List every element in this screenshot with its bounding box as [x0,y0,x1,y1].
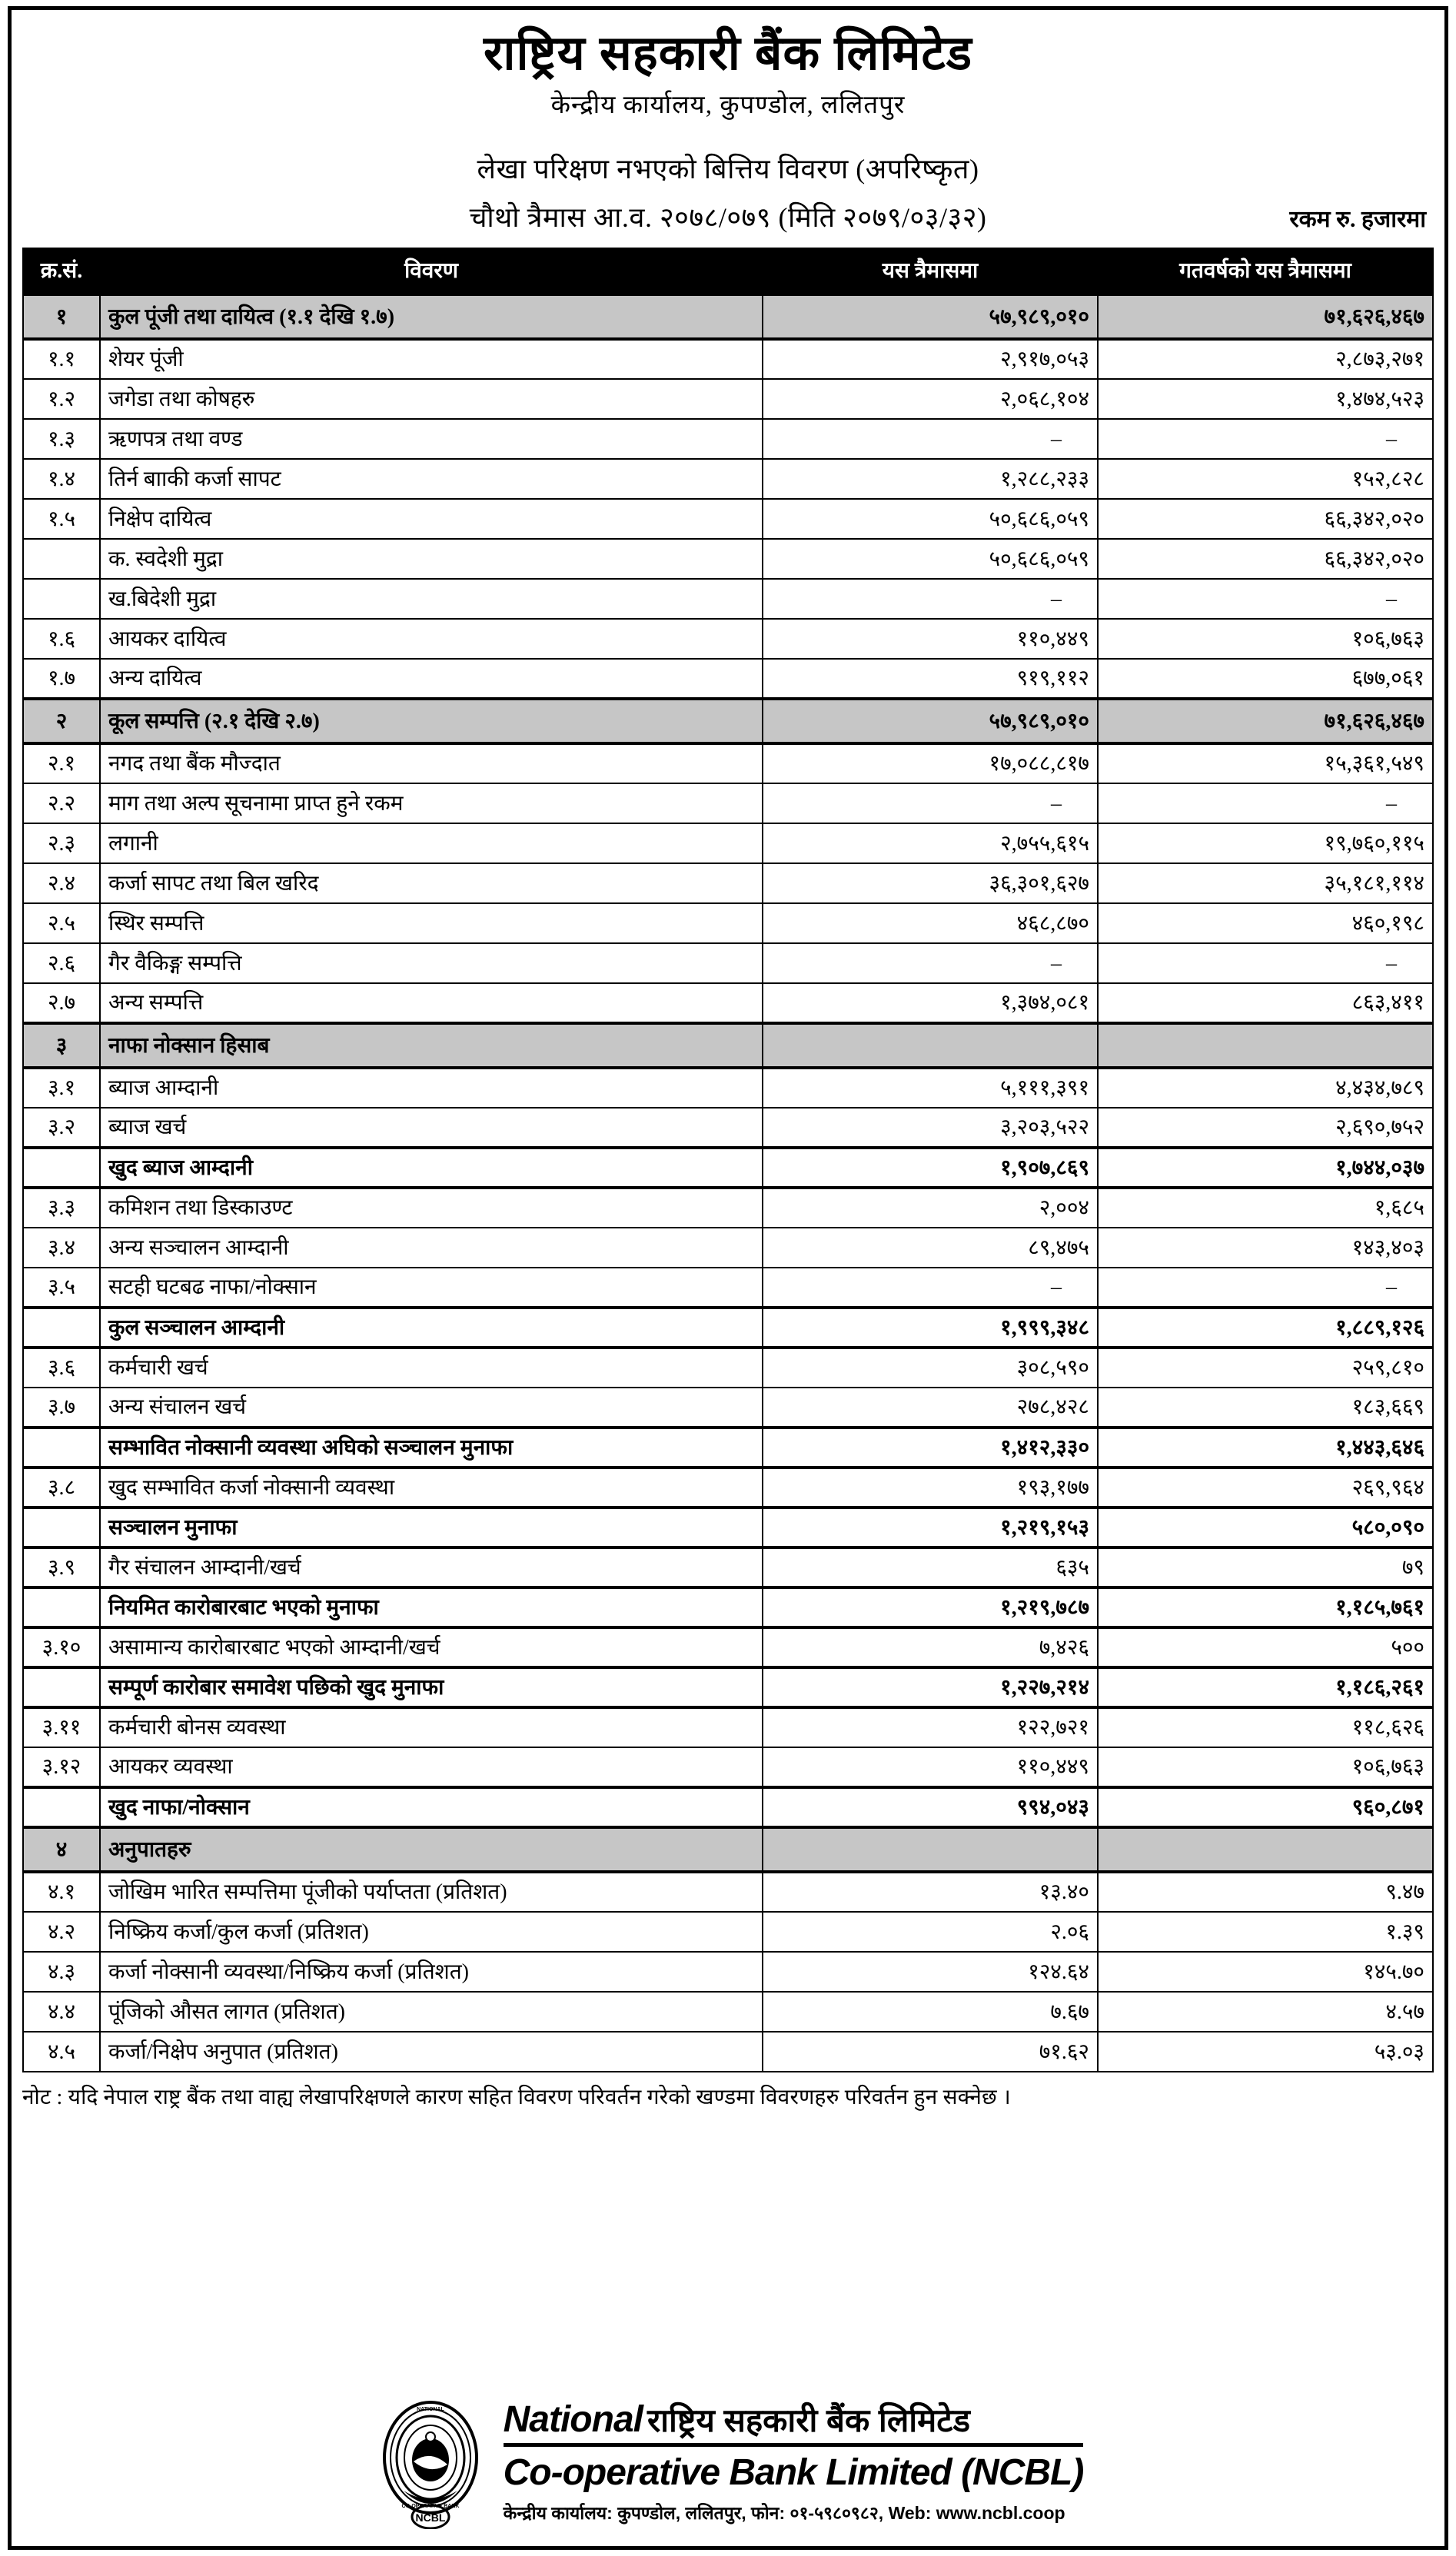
cell-sn [23,579,100,619]
cell-previous-year-quarter: १,१८५,७६१ [1098,1587,1433,1627]
cell-current-quarter: १,९०७,८६९ [763,1148,1098,1188]
cell-current-quarter: १३.४० [763,1872,1098,1912]
cell-current-quarter: ५,१११,३९१ [763,1068,1098,1108]
bank-title: राष्ट्रिय सहकारी बैंक लिमिटेड [484,27,972,80]
cell-sn: २.४ [23,863,100,903]
cell-sn: २.६ [23,943,100,983]
col-header-description: विवरण [100,248,763,294]
cell-previous-year-quarter [1098,1023,1433,1068]
cell-sn: ४.२ [23,1912,100,1952]
cell-sn [23,1587,100,1627]
cell-sn: ३ [23,1023,100,1068]
cell-sn: ३.४ [23,1228,100,1268]
table-subtotal-row [23,1787,1433,1827]
cell-previous-year-quarter: ६६,३४२,०२० [1098,499,1433,539]
cell-previous-year-quarter: ५३.०३ [1098,2032,1433,2072]
cell-current-quarter: ७१.६२ [763,2032,1098,2072]
cell-description: माग तथा अल्प सूचनामा प्राप्त हुने रकम [100,783,763,823]
cell-sn: १.१ [23,339,100,379]
cell-sn: २.१ [23,743,100,783]
cell-sn: ४.१ [23,1872,100,1912]
table-row [23,903,1433,943]
cell-current-quarter: १९३,१७७ [763,1467,1098,1507]
cell-current-quarter: – [763,579,1098,619]
cell-sn: ४.५ [23,2032,100,2072]
cell-current-quarter: ३,२०३,५२२ [763,1108,1098,1148]
cell-description: खुद नाफा/नोक्सान [100,1787,763,1827]
cell-previous-year-quarter: १,१८६,२६१ [1098,1667,1433,1707]
cell-description: जोखिम भारित सम्पत्तिमा पूंजीको पर्याप्तता (प्रतिशत) [100,1872,763,1912]
table-section-row [23,1827,1433,1872]
table-row [23,1627,1433,1667]
cell-previous-year-quarter: ६७७,०६१ [1098,659,1433,699]
cell-sn [23,1787,100,1827]
cell-sn: ३.६ [23,1348,100,1388]
cell-current-quarter: ७,४२६ [763,1627,1098,1667]
cell-description: कर्जा नोक्सानी व्यवस्था/निष्क्रिय कर्जा (प्रतिशत) [100,1952,763,1992]
cell-sn [23,1148,100,1188]
table-row [23,1747,1433,1787]
cell-description: कुल सञ्चालन आम्दानी [100,1308,763,1348]
cell-description: गैर वैकिङ्ग सम्पत्ति [100,943,763,983]
amount-unit-label: रकम रु. हजारमा [1289,207,1426,233]
cell-sn [23,539,100,579]
table-row [23,823,1433,863]
table-row [23,419,1433,459]
cell-previous-year-quarter: १५,३६१,५४९ [1098,743,1433,783]
cell-sn: २.५ [23,903,100,943]
cell-sn: १.७ [23,659,100,699]
cell-description: लगानी [100,823,763,863]
cell-previous-year-quarter: २,८७३,२७१ [1098,339,1433,379]
cell-current-quarter: १,२१९,७८७ [763,1587,1098,1627]
table-row [23,499,1433,539]
table-row [23,1228,1433,1268]
cell-current-quarter: ३६,३०१,६२७ [763,863,1098,903]
table-subtotal-row [23,1428,1433,1467]
cell-description: खुद ब्याज आम्दानी [100,1148,763,1188]
cell-description: नाफा नोक्सान हिसाब [100,1023,763,1068]
cell-current-quarter [763,1023,1098,1068]
cell-sn: ३.९ [23,1547,100,1587]
cell-current-quarter: ७.६७ [763,1992,1098,2032]
cell-description: ऋणपत्र तथा वण्ड [100,419,763,459]
cell-previous-year-quarter: १.३९ [1098,1912,1433,1952]
cell-previous-year-quarter: ४६०,१९८ [1098,903,1433,943]
statement-title-line2: चौथो त्रैमास आ.व. २०७८/०७९ (मिति २०७९/०३/३२) [469,202,987,234]
cell-previous-year-quarter: ५८०,०९० [1098,1507,1433,1547]
cell-previous-year-quarter: ३५,१८१,११४ [1098,863,1433,903]
statement-title-line1: लेखा परिक्षण नभएको बित्तिय विवरण (अपरिष्कृत) [477,154,979,185]
cell-description: गैर संचालन आम्दानी/खर्च [100,1547,763,1587]
cell-description: अन्य सञ्चालन आम्दानी [100,1228,763,1268]
cell-current-quarter: २,००४ [763,1188,1098,1228]
cell-description: कूल सम्पत्ति (२.१ देखि २.७) [100,699,763,743]
cell-sn: १.६ [23,619,100,659]
cell-previous-year-quarter: १५२,८२८ [1098,459,1433,499]
cell-sn: ३.३ [23,1188,100,1228]
cell-sn: ३.११ [23,1707,100,1747]
cell-sn [23,1308,100,1348]
head-office-line: केन्द्रीय कार्यालय, कुपण्डोल, ललितपुर [550,91,906,120]
cell-previous-year-quarter: ६६,३४२,०२० [1098,539,1433,579]
cell-current-quarter: २,७५५,६१५ [763,823,1098,863]
table-row [23,1467,1433,1507]
cell-previous-year-quarter: १,४४३,६४६ [1098,1428,1433,1467]
cell-current-quarter: २,९१७,०५३ [763,339,1098,379]
table-row [23,1992,1433,2032]
brand-footer [22,2392,1434,2540]
table-row [23,863,1433,903]
cell-previous-year-quarter: १८३,६६९ [1098,1388,1433,1428]
cell-sn: ३.५ [23,1268,100,1308]
cell-current-quarter: – [763,419,1098,459]
table-section-row [23,1023,1433,1068]
cell-current-quarter: १,२१९,१५३ [763,1507,1098,1547]
table-row [23,1872,1433,1912]
cell-description: सम्पूर्ण कारोबार समावेश पछिको खुद मुनाफा [100,1667,763,1707]
table-row [23,339,1433,379]
cell-previous-year-quarter: ११८,६२६ [1098,1707,1433,1747]
cell-description: आयकर दायित्व [100,619,763,659]
cell-previous-year-quarter: १०६,७६३ [1098,619,1433,659]
cell-description: अनुपातहरु [100,1827,763,1872]
cell-previous-year-quarter: ४,४३४,७८९ [1098,1068,1433,1108]
cell-previous-year-quarter: ५०० [1098,1627,1433,1667]
page-border-frame [8,6,1448,2550]
cell-previous-year-quarter: १०६,७६३ [1098,1747,1433,1787]
cell-previous-year-quarter: १,६८५ [1098,1188,1433,1228]
cell-description: कमिशन तथा डिस्काउण्ट [100,1188,763,1228]
cell-previous-year-quarter: – [1098,783,1433,823]
table-row [23,539,1433,579]
brand-line-1 [504,2398,1084,2447]
table-head [23,248,1433,294]
cell-current-quarter: १,९९९,३४८ [763,1308,1098,1348]
cell-sn: २.७ [23,983,100,1023]
cell-sn: १.३ [23,419,100,459]
table-row [23,459,1433,499]
cell-description: खुद सम्भावित कर्जा नोक्सानी व्यवस्था [100,1467,763,1507]
cell-previous-year-quarter: १४३,४०३ [1098,1228,1433,1268]
cell-previous-year-quarter: – [1098,579,1433,619]
cell-sn [23,1507,100,1547]
cell-previous-year-quarter [1098,1827,1433,1872]
cell-previous-year-quarter: ८६३,४११ [1098,983,1433,1023]
cell-current-quarter: १७,०८८,८१७ [763,743,1098,783]
table-row [23,379,1433,419]
cell-sn: ३.२ [23,1108,100,1148]
cell-sn [23,1428,100,1467]
table-row [23,1188,1433,1228]
cell-current-quarter: २,०६८,१०४ [763,379,1098,419]
cell-description: कर्जा/निक्षेप अनुपात (प्रतिशत) [100,2032,763,2072]
table-subtotal-row [23,1507,1433,1547]
cell-current-quarter: ५०,६८६,०५९ [763,539,1098,579]
cell-current-quarter: १२४.६४ [763,1952,1098,1992]
cell-current-quarter: २.०६ [763,1912,1098,1952]
cell-description: सञ्चालन मुनाफा [100,1507,763,1547]
cell-previous-year-quarter: ४.५७ [1098,1992,1433,2032]
table-row [23,743,1433,783]
cell-description: सम्भावित नोक्सानी व्यवस्था अघिको सञ्चालन मुनाफा [100,1428,763,1467]
cell-current-quarter: १२२,७२१ [763,1707,1098,1747]
cell-previous-year-quarter: १,४७४,५२३ [1098,379,1433,419]
cell-current-quarter: ५७,९८९,०१० [763,699,1098,743]
table-row [23,1952,1433,1992]
table-row [23,619,1433,659]
cell-current-quarter: १,२२७,२१४ [763,1667,1098,1707]
document-header [22,15,1434,235]
cell-description: आयकर व्यवस्था [100,1747,763,1787]
cell-sn: १.२ [23,379,100,419]
svg-text:CO-OPERATIVE BANK: CO-OPERATIVE BANK [401,2504,460,2509]
cell-sn [23,1667,100,1707]
table-row [23,983,1433,1023]
cell-previous-year-quarter: – [1098,419,1433,459]
cell-current-quarter: – [763,783,1098,823]
cell-previous-year-quarter: २,६९०,७५२ [1098,1108,1433,1148]
cell-previous-year-quarter: ७१,६२६,४६७ [1098,699,1433,743]
table-row [23,1707,1433,1747]
table-section-row [23,699,1433,743]
cell-description: पूंजिको औसत लागत (प्रतिशत) [100,1992,763,2032]
cell-description: सटही घटबढ नाफा/नोक्सान [100,1268,763,1308]
table-row [23,1348,1433,1388]
quarter-line-row [22,198,1434,235]
cell-sn: २ [23,699,100,743]
cell-previous-year-quarter: २६९,९६४ [1098,1467,1433,1507]
table-row [23,1268,1433,1308]
cell-sn: ४.४ [23,1992,100,2032]
table-subtotal-row [23,1148,1433,1188]
cell-current-quarter: १,२८८,२३३ [763,459,1098,499]
cell-current-quarter: – [763,943,1098,983]
table-body [23,294,1433,2072]
cell-description: नियमित कारोबारबाट भएको मुनाफा [100,1587,763,1627]
ncbl-seal-logo-icon [373,2392,488,2529]
cell-current-quarter: १,४१२,३३० [763,1428,1098,1467]
brand-address: केन्द्रीय कार्यालय: कुपण्डोल, ललितपुर, फोन: ०१-५९८०९८२, Web: www.ncbl.coop [503,2502,1065,2523]
cell-sn: १.५ [23,499,100,539]
cell-sn: ३.१० [23,1627,100,1667]
table-row [23,1108,1433,1148]
footnote: नोट : यदि नेपाल राष्ट्र बैंक तथा वाह्य लेखापरिक्षणले कारण सहित विवरण परिवर्तन गरेको खण्डमा विवरणहरु परिवर्तन हुन सक्नेछ । [22,2086,1011,2110]
cell-previous-year-quarter: – [1098,943,1433,983]
cell-sn: १ [23,294,100,339]
cell-sn: २.३ [23,823,100,863]
cell-description: कर्मचारी खर्च [100,1348,763,1388]
cell-current-quarter: ११०,४४९ [763,619,1098,659]
cell-sn: ३.१ [23,1068,100,1108]
cell-description: जगेडा तथा कोषहरु [100,379,763,419]
cell-previous-year-quarter: १९,७६०,११५ [1098,823,1433,863]
cell-previous-year-quarter: – [1098,1268,1433,1308]
cell-previous-year-quarter: ७९ [1098,1547,1433,1587]
table-row [23,579,1433,619]
table-row [23,1547,1433,1587]
col-header-sn: क्र.सं. [23,248,100,294]
cell-current-quarter: ५०,६८६,०५९ [763,499,1098,539]
cell-current-quarter: ११०,४४९ [763,1747,1098,1787]
cell-sn: ३.७ [23,1388,100,1428]
cell-current-quarter: २७८,४२८ [763,1388,1098,1428]
cell-previous-year-quarter: १४५.७० [1098,1952,1433,1992]
cell-sn: ३.८ [23,1467,100,1507]
table-row [23,783,1433,823]
cell-current-quarter: ८९,४७५ [763,1228,1098,1268]
col-header-previous-year-quarter: गतवर्षको यस त्रैमासमा [1098,248,1433,294]
svg-text:NATIONAL: NATIONAL [416,2407,444,2412]
cell-sn: ३.१२ [23,1747,100,1787]
cell-current-quarter [763,1827,1098,1872]
cell-sn: १.४ [23,459,100,499]
brand-national-text: National [503,2398,643,2440]
cell-sn: २.२ [23,783,100,823]
table-row [23,1068,1433,1108]
table-header-row [23,248,1433,294]
cell-sn: ४ [23,1827,100,1872]
cell-current-quarter: ९९४,०४३ [763,1787,1098,1827]
table-subtotal-row [23,1667,1433,1707]
cell-previous-year-quarter: ७१,६२६,४६७ [1098,294,1433,339]
cell-previous-year-quarter: ९.४७ [1098,1872,1433,1912]
brand-nepali-text: राष्ट्रिय सहकारी बैंक लिमिटेड [647,2401,970,2438]
table-row [23,1388,1433,1428]
cell-description: क. स्वदेशी मुद्रा [100,539,763,579]
cell-description: असामान्य कारोबारबाट भएको आम्दानी/खर्च [100,1627,763,1667]
cell-description: अन्य संचालन खर्च [100,1388,763,1428]
table-row [23,2032,1433,2072]
cell-description: कुल पूंजी तथा दायित्व (१.१ देखि १.७) [100,294,763,339]
cell-description: कर्जा सापट तथा बिल खरिद [100,863,763,903]
table-subtotal-row [23,1587,1433,1627]
cell-description: निक्षेप दायित्व [100,499,763,539]
cell-description: कर्मचारी बोनस व्यवस्था [100,1707,763,1747]
cell-current-quarter: १,३७४,०८१ [763,983,1098,1023]
cell-description: शेयर पूंजी [100,339,763,379]
cell-description: अन्य दायित्व [100,659,763,699]
cell-previous-year-quarter: २५९,८१० [1098,1348,1433,1388]
cell-sn: ४.३ [23,1952,100,1992]
cell-current-quarter: ९१९,११२ [763,659,1098,699]
cell-current-quarter: – [763,1268,1098,1308]
cell-description: ब्याज आम्दानी [100,1068,763,1108]
cell-previous-year-quarter: १,८८९,१२६ [1098,1308,1433,1348]
cell-previous-year-quarter: १,७४४,०३७ [1098,1148,1433,1188]
financial-table [22,248,1434,2072]
cell-description: निष्क्रिय कर्जा/कुल कर्जा (प्रतिशत) [100,1912,763,1952]
cell-description: ख.बिदेशी मुद्रा [100,579,763,619]
table-section-row [23,294,1433,339]
cell-description: ब्याज खर्च [100,1108,763,1148]
cell-current-quarter: ३०८,५९० [763,1348,1098,1388]
cell-description: अन्य सम्पत्ति [100,983,763,1023]
table-row [23,1912,1433,1952]
table-row [23,659,1433,699]
col-header-current-quarter: यस त्रैमासमा [763,248,1098,294]
cell-description: स्थिर सम्पत्ति [100,903,763,943]
svg-text:NCBL: NCBL [415,2511,446,2524]
brand-line-2: Co-operative Bank Limited (NCBL) [503,2451,1084,2493]
cell-current-quarter: ४६८,८७० [763,903,1098,943]
table-subtotal-row [23,1308,1433,1348]
brand-wordmark [504,2398,1084,2524]
cell-current-quarter: ५७,९८९,०१० [763,294,1098,339]
cell-current-quarter: ६३५ [763,1547,1098,1587]
table-row [23,943,1433,983]
cell-description: तिर्न बााकी कर्जा सापट [100,459,763,499]
cell-description: नगद तथा बैंक मौज्दात [100,743,763,783]
cell-previous-year-quarter: ९६०,८७१ [1098,1787,1433,1827]
